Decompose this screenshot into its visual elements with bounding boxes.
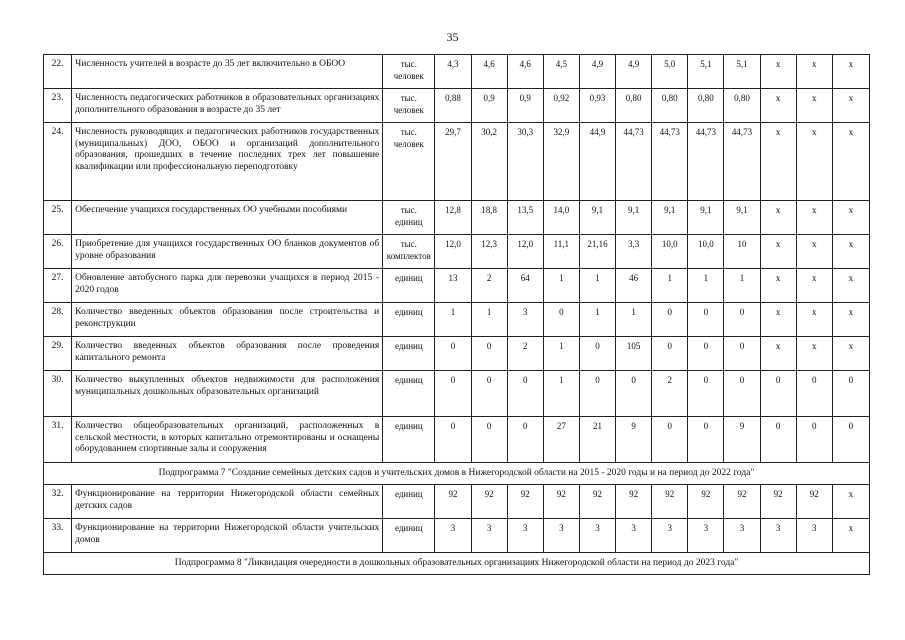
value-cell: x (796, 269, 832, 303)
value-cell: 105 (616, 337, 652, 371)
value-cell: 10,0 (688, 235, 724, 269)
value-cell: 92 (471, 485, 507, 519)
row-number: 22. (44, 55, 72, 89)
value-cell: 10 (724, 235, 760, 269)
table-row (44, 123, 870, 201)
unit-of-measure: единиц (383, 417, 435, 463)
value-cell: x (796, 55, 832, 89)
unit-of-measure: тыс. комплектов (383, 235, 435, 269)
value-cell: 0 (471, 417, 507, 463)
value-cell: 2 (471, 269, 507, 303)
indicator-name: Количество введенных объектов образования после строительства и реконструкции (72, 303, 383, 337)
value-cell: 21 (579, 417, 615, 463)
value-cell: 0 (724, 371, 760, 417)
unit-of-measure: тыс. человек (383, 55, 435, 89)
indicator-name: Количество общеобразовательных организаций, расположенных в сельской местности, в которых капитально отремонтированы и оснащены оборудованием спортивные залы и сооружения (72, 417, 383, 463)
value-cell: 0,80 (688, 89, 724, 123)
value-cell: 4,6 (471, 55, 507, 89)
value-cell: 92 (652, 485, 688, 519)
value-cell: 0 (760, 417, 796, 463)
row-number: 32. (44, 485, 72, 519)
unit-of-measure: единиц (383, 337, 435, 371)
value-cell: x (760, 123, 796, 201)
page-number: 35 (446, 30, 459, 44)
value-cell: 9 (724, 417, 760, 463)
value-cell: 14,0 (543, 201, 579, 235)
value-cell: 13,5 (507, 201, 543, 235)
unit-of-measure: единиц (383, 485, 435, 519)
value-cell: x (760, 201, 796, 235)
value-cell: 12,3 (471, 235, 507, 269)
table-row (44, 269, 870, 303)
unit-of-measure: тыс. человек (383, 89, 435, 123)
value-cell: 3 (507, 519, 543, 553)
value-cell: x (796, 201, 832, 235)
value-cell: 92 (543, 485, 579, 519)
value-cell: 12,0 (507, 235, 543, 269)
value-cell: 44,9 (579, 123, 615, 201)
value-cell: 3 (543, 519, 579, 553)
value-cell: 0 (435, 417, 471, 463)
value-cell: 12,8 (435, 201, 471, 235)
value-cell: 3,3 (616, 235, 652, 269)
indicator-name: Численность педагогических работников в образовательных организациях дополнительного образования в возрасте до 35 лет (72, 89, 383, 123)
value-cell: 32,9 (543, 123, 579, 201)
table-row (44, 417, 870, 463)
value-cell: 92 (616, 485, 652, 519)
value-cell: x (832, 123, 869, 201)
value-cell: 9 (616, 417, 652, 463)
value-cell: x (832, 519, 869, 553)
indicator-name: Количество введенных объектов образования после проведения капитального ремонта (72, 337, 383, 371)
table-row (44, 485, 870, 519)
row-number: 28. (44, 303, 72, 337)
value-cell: 0 (724, 303, 760, 337)
value-cell: 9,1 (652, 201, 688, 235)
value-cell: 0,80 (724, 89, 760, 123)
value-cell: 3 (435, 519, 471, 553)
value-cell: 30,3 (507, 123, 543, 201)
value-cell: 0 (652, 417, 688, 463)
value-cell: 1 (616, 303, 652, 337)
indicator-name: Численность учителей в возрасте до 35 лет включительно в ОБОО (72, 55, 383, 89)
value-cell: 1 (543, 269, 579, 303)
value-cell: 3 (796, 519, 832, 553)
value-cell: x (796, 337, 832, 371)
value-cell: 64 (507, 269, 543, 303)
value-cell: 9,1 (724, 201, 760, 235)
value-cell: 11,1 (543, 235, 579, 269)
indicator-name: Численность руководящих и педагогических работников государственных (муниципальных) ДОО, ОБОО и организаций дополнительного образования, прошедших в течение последних трех лет повышение квалификации или профессиональную переподготовку (72, 123, 383, 201)
subprogram-title: Подпрограмма 7 "Создание семейных детских садов и учительских домов в Нижегородской области на 2015 - 2020 годы и на период до 2022 года" (44, 463, 870, 485)
value-cell: 1 (435, 303, 471, 337)
value-cell: 0,93 (579, 89, 615, 123)
value-cell: 92 (760, 485, 796, 519)
value-cell: 3 (724, 519, 760, 553)
value-cell: 3 (652, 519, 688, 553)
value-cell: 27 (543, 417, 579, 463)
value-cell: 0,9 (507, 89, 543, 123)
table-row (44, 89, 870, 123)
value-cell: 0 (688, 371, 724, 417)
subprogram-row (44, 463, 870, 485)
row-number: 23. (44, 89, 72, 123)
row-number: 26. (44, 235, 72, 269)
value-cell: 44,73 (688, 123, 724, 201)
value-cell: 92 (796, 485, 832, 519)
value-cell: 92 (724, 485, 760, 519)
row-number: 27. (44, 269, 72, 303)
value-cell: 0,80 (616, 89, 652, 123)
value-cell: 10,0 (652, 235, 688, 269)
value-cell: 2 (652, 371, 688, 417)
value-cell: 3 (471, 519, 507, 553)
row-number: 31. (44, 417, 72, 463)
value-cell: 5,1 (688, 55, 724, 89)
subprogram-title: Подпрограмма 8 "Ликвидация очередности в дошкольных образовательных организациях Нижегородской области на период до 2023 года" (44, 553, 870, 575)
value-cell: 0 (688, 337, 724, 371)
value-cell: 0 (832, 417, 869, 463)
value-cell: 4,5 (543, 55, 579, 89)
value-cell: x (796, 303, 832, 337)
table-row (44, 235, 870, 269)
value-cell: 0 (832, 371, 869, 417)
value-cell: 1 (724, 269, 760, 303)
value-cell: 5,0 (652, 55, 688, 89)
value-cell: 4,6 (507, 55, 543, 89)
value-cell: 1 (579, 269, 615, 303)
value-cell: x (832, 337, 869, 371)
value-cell: 0 (688, 417, 724, 463)
value-cell: 29,7 (435, 123, 471, 201)
value-cell: x (832, 269, 869, 303)
value-cell: x (760, 337, 796, 371)
value-cell: 44,73 (616, 123, 652, 201)
value-cell: 1 (543, 371, 579, 417)
value-cell: 4,9 (616, 55, 652, 89)
value-cell: 0 (471, 371, 507, 417)
value-cell: x (832, 89, 869, 123)
indicator-name: Обеспечение учащихся государственных ОО учебными пособиями (72, 201, 383, 235)
value-cell: 1 (543, 337, 579, 371)
value-cell: 12,0 (435, 235, 471, 269)
value-cell: x (796, 235, 832, 269)
value-cell: 0 (688, 303, 724, 337)
value-cell: 1 (688, 269, 724, 303)
row-number: 24. (44, 123, 72, 201)
value-cell: 0 (579, 371, 615, 417)
value-cell: x (832, 201, 869, 235)
value-cell: x (760, 303, 796, 337)
unit-of-measure: единиц (383, 371, 435, 417)
value-cell: 44,73 (724, 123, 760, 201)
value-cell: 0 (471, 337, 507, 371)
value-cell: 92 (435, 485, 471, 519)
value-cell: 21,16 (579, 235, 615, 269)
value-cell: 3 (507, 303, 543, 337)
value-cell: 0 (579, 337, 615, 371)
value-cell: x (796, 123, 832, 201)
value-cell: x (760, 89, 796, 123)
unit-of-measure: единиц (383, 269, 435, 303)
value-cell: x (796, 89, 832, 123)
value-cell: 4,9 (579, 55, 615, 89)
value-cell: 0 (760, 371, 796, 417)
value-cell: 0,88 (435, 89, 471, 123)
value-cell: 0 (652, 337, 688, 371)
value-cell: 0 (796, 371, 832, 417)
value-cell: 1 (579, 303, 615, 337)
value-cell: 92 (507, 485, 543, 519)
value-cell: 92 (579, 485, 615, 519)
value-cell: 3 (688, 519, 724, 553)
value-cell: 0 (543, 303, 579, 337)
value-cell: 0 (507, 417, 543, 463)
indicator-name: Функционирование на территории Нижегородской области семейных детских садов (72, 485, 383, 519)
indicator-name: Обновление автобусного парка для перевозки учащихся в период 2015 - 2020 годов (72, 269, 383, 303)
value-cell: x (760, 55, 796, 89)
value-cell: 44,73 (652, 123, 688, 201)
indicator-name: Приобретение для учащихся государственных ОО бланков документов об уровне образования (72, 235, 383, 269)
indicator-name: Количество выкупленных объектов недвижимости для расположения муниципальных дошкольных образовательных организаций (72, 371, 383, 417)
table-row (44, 303, 870, 337)
table-row (44, 201, 870, 235)
row-number: 30. (44, 371, 72, 417)
value-cell: x (832, 303, 869, 337)
table-row (44, 55, 870, 89)
value-cell: 18,8 (471, 201, 507, 235)
subprogram-row (44, 553, 870, 575)
unit-of-measure: тыс. единиц (383, 201, 435, 235)
value-cell: 3 (760, 519, 796, 553)
value-cell: 9,1 (616, 201, 652, 235)
value-cell: 30,2 (471, 123, 507, 201)
unit-of-measure: тыс. человек (383, 123, 435, 201)
value-cell: 0 (796, 417, 832, 463)
row-number: 29. (44, 337, 72, 371)
value-cell: 0 (724, 337, 760, 371)
table-row (44, 337, 870, 371)
value-cell: 5,1 (724, 55, 760, 89)
table-row (44, 371, 870, 417)
indicator-name: Функционирование на территории Нижегородской области учительских домов (72, 519, 383, 553)
value-cell: 0 (652, 303, 688, 337)
value-cell: 0 (435, 371, 471, 417)
value-cell: x (832, 235, 869, 269)
value-cell: 0 (616, 371, 652, 417)
row-number: 25. (44, 201, 72, 235)
unit-of-measure: единиц (383, 519, 435, 553)
row-number: 33. (44, 519, 72, 553)
value-cell: 1 (652, 269, 688, 303)
value-cell: x (832, 55, 869, 89)
value-cell: 13 (435, 269, 471, 303)
value-cell: 0 (435, 337, 471, 371)
value-cell: 0,9 (471, 89, 507, 123)
value-cell: 2 (507, 337, 543, 371)
value-cell: 0,80 (652, 89, 688, 123)
value-cell: x (760, 235, 796, 269)
table-row (44, 519, 870, 553)
value-cell: 9,1 (688, 201, 724, 235)
value-cell: x (760, 269, 796, 303)
value-cell: 3 (579, 519, 615, 553)
value-cell: 1 (471, 303, 507, 337)
value-cell: 4,3 (435, 55, 471, 89)
value-cell: 0 (507, 371, 543, 417)
unit-of-measure: единиц (383, 303, 435, 337)
value-cell: 0,92 (543, 89, 579, 123)
value-cell: 3 (616, 519, 652, 553)
value-cell: x (832, 485, 869, 519)
value-cell: 46 (616, 269, 652, 303)
indicators-table (43, 54, 870, 575)
value-cell: 9,1 (579, 201, 615, 235)
value-cell: 92 (688, 485, 724, 519)
